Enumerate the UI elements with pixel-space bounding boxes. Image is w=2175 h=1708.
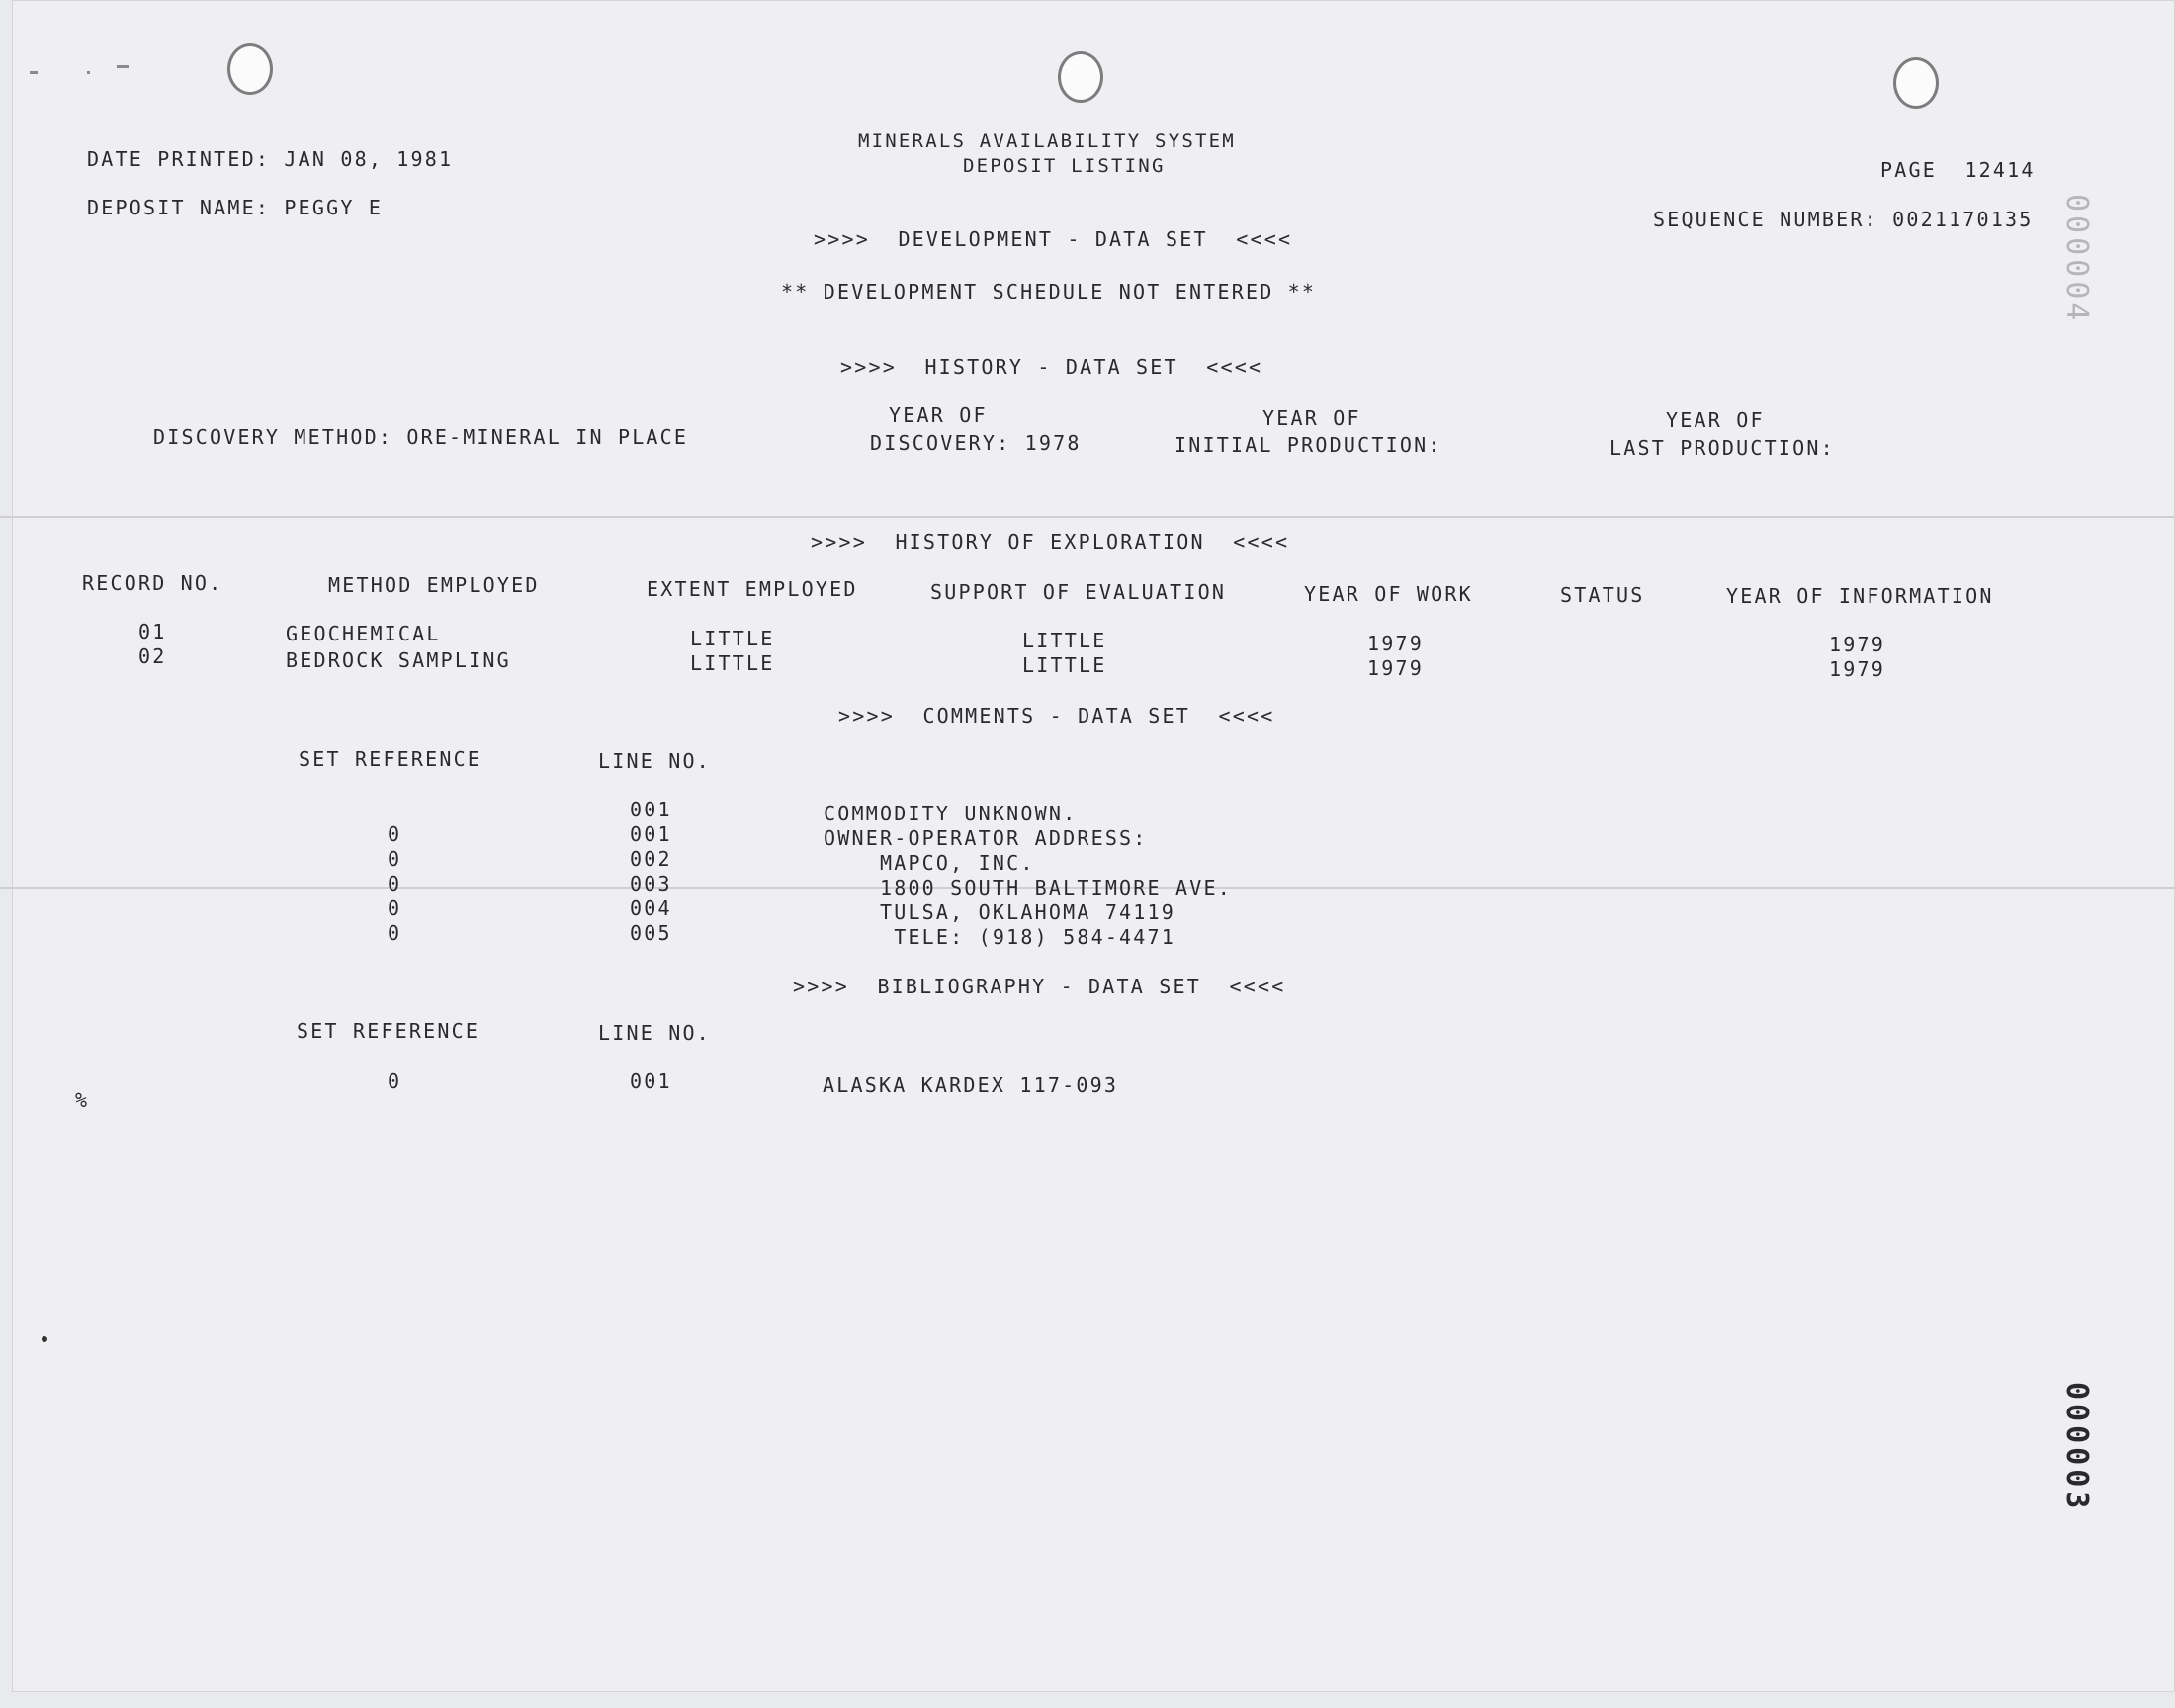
stamp-number-bottom: 000003 (2059, 1382, 2094, 1513)
col-year-of-work: YEAR OF WORK (1304, 582, 1473, 606)
last-production: LAST PRODUCTION: (1610, 436, 1835, 460)
punch-hole (227, 43, 273, 95)
col-extent-employed: EXTENT EMPLOYED (647, 577, 858, 601)
comment-line-no: 001 (630, 822, 672, 846)
comment-set-ref: 0 (388, 872, 402, 896)
percent-mark: % (75, 1088, 90, 1112)
punch-hole (1893, 57, 1939, 109)
date-printed: DATE PRINTED: JAN 08, 1981 (87, 147, 454, 171)
listing-title: DEPOSIT LISTING (963, 155, 1166, 177)
bibliography-col-line-no: LINE NO. (598, 1021, 711, 1045)
bibliography-text: ALASKA KARDEX 117-093 (823, 1073, 1119, 1097)
exploration-row-record: 01 (138, 620, 167, 643)
page-number: PAGE 12414 (1880, 158, 2036, 182)
comment-text: TULSA, OKLAHOMA 74119 (824, 900, 1176, 924)
last-production-label: YEAR OF (1666, 408, 1765, 432)
comment-line-no: 001 (630, 798, 672, 821)
comments-heading: >>>> COMMENTS - DATA SET <<<< (838, 704, 1275, 727)
col-year-of-information: YEAR OF INFORMATION (1726, 584, 1994, 608)
bibliography-heading: >>>> BIBLIOGRAPHY - DATA SET <<<< (793, 975, 1286, 998)
exploration-row-year-work: 1979 (1367, 656, 1424, 680)
year-of-discovery: DISCOVERY: 1978 (870, 431, 1082, 455)
bibliography-col-set-reference: SET REFERENCE (297, 1019, 480, 1043)
deposit-name: DEPOSIT NAME: PEGGY E (87, 196, 384, 219)
comment-set-ref: 0 (388, 822, 402, 846)
col-status: STATUS (1560, 583, 1645, 607)
comment-text: OWNER-OPERATOR ADDRESS: (824, 826, 1148, 850)
col-support-of-evaluation: SUPPORT OF EVALUATION (930, 580, 1227, 604)
exploration-row-support: LITTLE (1022, 629, 1107, 652)
comment-set-ref: 0 (388, 847, 402, 871)
col-method-employed: METHOD EMPLOYED (328, 573, 540, 597)
comments-col-line-no: LINE NO. (598, 749, 711, 773)
stamp-number-top: 000004 (2059, 194, 2094, 325)
comment-text: MAPCO, INC. (824, 851, 1035, 875)
exploration-heading: >>>> HISTORY OF EXPLORATION <<<< (811, 530, 1290, 554)
bibliography-line-no: 001 (630, 1069, 672, 1093)
development-note: ** DEVELOPMENT SCHEDULE NOT ENTERED ** (781, 280, 1317, 303)
exploration-row-year-info: 1979 (1829, 633, 1885, 656)
punch-hole (1058, 51, 1103, 103)
speck (87, 71, 90, 74)
exploration-row-year-info: 1979 (1829, 657, 1885, 681)
comment-set-ref: 0 (388, 921, 402, 945)
initial-production-label: YEAR OF (1262, 406, 1361, 430)
exploration-row-record: 02 (138, 644, 167, 668)
comment-line-no: 004 (630, 897, 672, 920)
comment-line-no: 005 (630, 921, 672, 945)
comment-text: TELE: (918) 584-4471 (824, 925, 1176, 949)
system-title: MINERALS AVAILABILITY SYSTEM (858, 130, 1236, 152)
discovery-method: DISCOVERY METHOD: ORE-MINERAL IN PLACE (153, 425, 689, 449)
history-heading: >>>> HISTORY - DATA SET <<<< (840, 355, 1263, 379)
comment-text: COMMODITY UNKNOWN. (824, 802, 1078, 825)
comments-col-set-reference: SET REFERENCE (299, 747, 482, 771)
ink-dot (42, 1336, 47, 1342)
exploration-row-support: LITTLE (1022, 653, 1107, 677)
exploration-row-method: BEDROCK SAMPLING (286, 648, 511, 672)
exploration-row-method: GEOCHEMICAL (286, 622, 441, 645)
comment-text: 1800 SOUTH BALTIMORE AVE. (824, 876, 1232, 899)
exploration-row-year-work: 1979 (1367, 632, 1424, 655)
speck (117, 65, 129, 68)
fold-line (0, 516, 2175, 518)
comment-line-no: 003 (630, 872, 672, 896)
development-heading: >>>> DEVELOPMENT - DATA SET <<<< (814, 227, 1293, 251)
comment-set-ref: 0 (388, 897, 402, 920)
initial-production: INITIAL PRODUCTION: (1174, 433, 1442, 457)
exploration-row-extent: LITTLE (690, 627, 775, 650)
year-of-discovery-label: YEAR OF (889, 403, 988, 427)
sequence-number: SEQUENCE NUMBER: 0021170135 (1653, 208, 2034, 231)
bibliography-set-ref: 0 (388, 1069, 402, 1093)
comment-line-no: 002 (630, 847, 672, 871)
speck (30, 71, 38, 74)
exploration-row-extent: LITTLE (690, 651, 775, 675)
col-record-no: RECORD NO. (82, 571, 223, 595)
